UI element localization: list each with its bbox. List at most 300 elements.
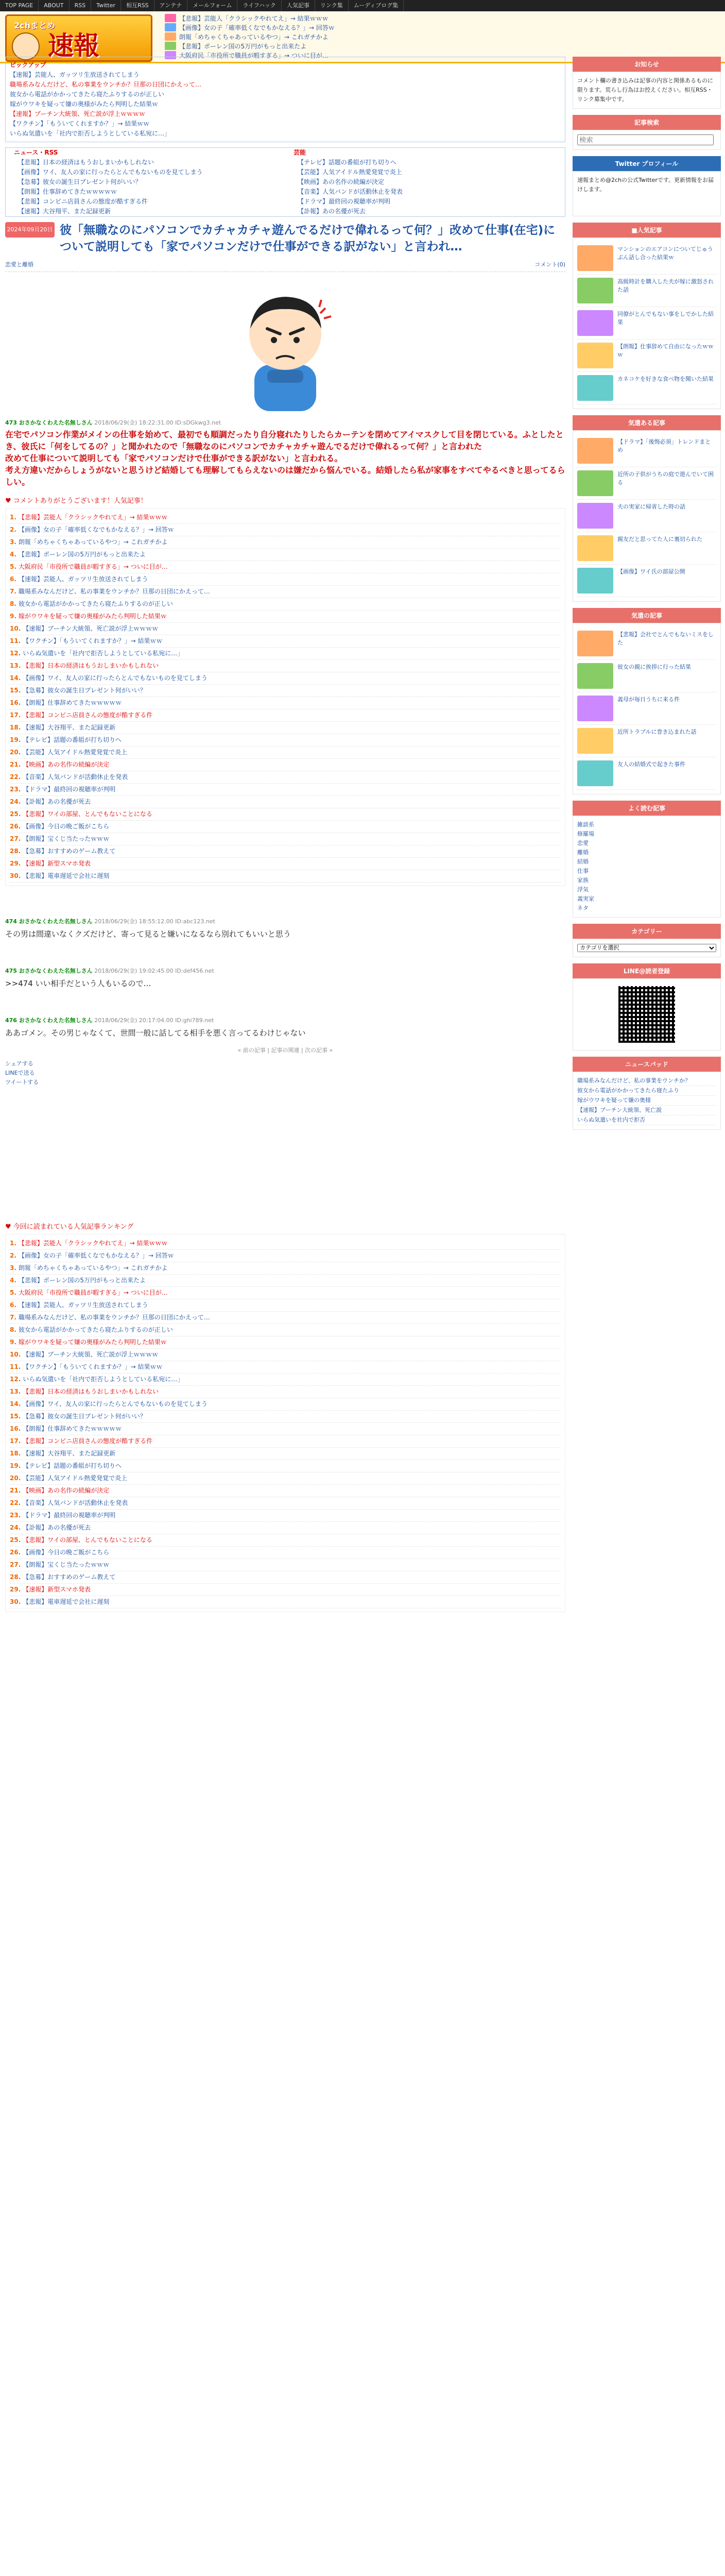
pickup-item[interactable]: いらぬ気遣いを「社内で拒否しようとしている私宛に…」 [10, 130, 171, 137]
side-news-item[interactable] [577, 242, 716, 275]
news-left-item[interactable]: 【朗報】仕事辞めてきたｗｗｗｗｗ [18, 188, 117, 195]
header-link-thumb [165, 14, 176, 22]
related-link[interactable]: 【急募】彼女の誕生日プレゼント何がいい？ [23, 1413, 146, 1420]
header-link-row[interactable] [165, 32, 721, 41]
related-number: 1. [10, 514, 16, 521]
related-item[interactable] [10, 623, 561, 635]
side-news-thumb [577, 728, 613, 754]
related-link[interactable]: 【悲報】電車遅延で会社に遅刻 [23, 872, 110, 879]
nav-item[interactable]: ムーディブログ集 [349, 0, 404, 11]
news-left-item[interactable]: 【急募】彼女の誕生日プレゼント何がいい？ [18, 178, 142, 185]
nav-item[interactable]: メールフォーム [187, 0, 237, 11]
side-news-item[interactable] [577, 500, 716, 532]
qr-code[interactable] [618, 986, 675, 1043]
pickup-item[interactable]: 【速報】ブーチン大統領、死亡説が浮上ｗｗｗｗ [10, 110, 146, 117]
related-link[interactable]: 【悲報】ポーレン国の5万円がもっと出来たよ [18, 1277, 146, 1284]
related-item[interactable] [10, 759, 561, 771]
related-item[interactable] [10, 598, 561, 611]
side-news-item[interactable] [577, 532, 716, 565]
related-link[interactable]: 【画像】ワイ、友人の家に行ったらとんでもないものを見てしまう [23, 1400, 208, 1408]
related-item[interactable] [10, 1559, 561, 1571]
share-links [5, 1059, 565, 1087]
search-box: 記事検索 検索 [573, 115, 721, 150]
feed-item[interactable]: 彼女から電話がかかってきたら寝たふり [577, 1086, 716, 1096]
nav-item[interactable]: アンテナ [154, 0, 188, 11]
share-link[interactable]: シェアする [5, 1060, 33, 1067]
side-news-title[interactable]: 同僚がとんでもない事をしでかした結果 [617, 311, 714, 326]
news-right-item[interactable]: 【音楽】人気バンドが活動休止を発表 [298, 188, 403, 195]
res-header-473: 473 おさかなくわえた名無しさん 2018/06/29(金) 18:22:31.00 ID:sDGkwg3.net [5, 419, 221, 426]
article-category[interactable]: 恋愛と離婚 [5, 261, 33, 268]
related-number: 18. [10, 724, 21, 731]
related-item[interactable] [10, 685, 561, 697]
related-item[interactable] [10, 1324, 561, 1336]
header-links [165, 13, 721, 60]
related-link[interactable]: 【悲報】ワイの部屋、とんでもないことになる [23, 810, 152, 818]
related-item[interactable] [10, 1423, 561, 1435]
related-link[interactable]: 朗報「めちゃくちゃあっているやつ」→ これガチかよ [18, 1264, 168, 1272]
related-link[interactable]: 【悲報】電車遅延で会社に遅刻 [23, 1598, 110, 1605]
related-number: 26. [10, 1549, 21, 1556]
related-number: 20. [10, 1475, 21, 1482]
related-link[interactable]: 【速報】大谷翔平、また記録更新 [23, 1450, 116, 1457]
article-title-block [5, 222, 565, 255]
nav-item[interactable]: 人気記事 [282, 0, 315, 11]
related-item[interactable] [10, 845, 561, 858]
related-number: 28. [10, 1573, 21, 1581]
related-number: 16. [10, 699, 21, 706]
news-right-item[interactable]: 【芸能】人気アイドル熱愛発覚で炎上 [298, 168, 402, 176]
illustration-angry-man [218, 277, 352, 411]
side-news-item[interactable] [577, 692, 716, 725]
related-number: 21. [10, 1487, 21, 1494]
article-meta [5, 260, 565, 272]
side-news-item[interactable] [577, 307, 716, 340]
side-news-title[interactable]: マンションのエアコンについてじゅうぶん話し合った結果ｗ [617, 246, 713, 261]
related-item[interactable] [10, 1374, 561, 1386]
news-right-item[interactable]: 【ドラマ】最終回の視聴率が判明 [298, 198, 391, 205]
related-link[interactable]: 【画像】今日の晩ご飯がこちら [23, 823, 110, 830]
related-item[interactable] [10, 1411, 561, 1423]
related-link[interactable]: 【画像】女の子「確率低くなでもかなえる？」→ 回答ｗ [18, 1252, 174, 1259]
related-number: 10. [10, 625, 21, 632]
related-number: 7. [10, 1314, 16, 1321]
related-item[interactable] [10, 833, 561, 845]
side-news-title[interactable]: 近所トラブルに巻き込まれた話 [617, 728, 697, 735]
related-link[interactable]: 【映画】あの名作の続編が決定 [23, 761, 110, 768]
header-link[interactable]: 【悲報】ポーレン国の5万円がもっと出来たよ [179, 42, 307, 50]
category-link[interactable]: 離婚 [577, 849, 589, 856]
side-news-item[interactable] [577, 660, 716, 692]
recent-box: 気遣の記事 【悲報】会社でとんでもないミスをした 彼女の親に挨拶に行った結果 義母が毎日うちに来る件 近所トラブルに巻き込まれた話 友人の結婚式で起きた事件 [573, 608, 721, 794]
related-item[interactable] [10, 1287, 561, 1299]
ranking-list [5, 1234, 565, 1612]
related-link[interactable]: 【速報】大谷翔平、また記録更新 [23, 724, 116, 731]
related-link[interactable]: 【急募】彼女の誕生日プレゼント何がいい？ [23, 687, 146, 694]
related-number: 11. [10, 637, 21, 645]
related-number: 24. [10, 798, 21, 805]
related-item[interactable] [10, 648, 561, 660]
related-link[interactable]: 大阪府民「市役所で職員が暇すぎる」→ ついに目が… [18, 563, 168, 570]
category-link[interactable]: 結婚 [577, 858, 589, 865]
related-item[interactable] [10, 858, 561, 870]
nav-item[interactable]: TOP PAGE [0, 0, 39, 11]
related-link[interactable]: 【芸能】人気アイドル熱愛発覚で炎上 [23, 1475, 128, 1482]
footer-label: ♥ 今回に読まれている人気記事ランキング [5, 1223, 134, 1231]
side-news-item[interactable] [577, 340, 716, 372]
related-item[interactable] [10, 1275, 561, 1287]
related-item[interactable] [10, 1534, 561, 1547]
header-link[interactable]: 大阪府民「市役所で職員が暇すぎる」→ ついに目が… [179, 52, 329, 59]
related-number: 22. [10, 773, 21, 781]
related-number: 12. [10, 650, 21, 657]
related-item[interactable] [10, 1485, 561, 1497]
related-link[interactable]: 職場系みなんだけど、私の事業をウンチか？旦那の日団にかえって… [18, 1314, 210, 1321]
related-item[interactable] [10, 573, 561, 586]
related-item[interactable] [10, 586, 561, 598]
category-link[interactable]: 義実家 [577, 895, 594, 902]
related-link[interactable]: 【速報】芸能人、ガッツリ生放送されてしまう [18, 575, 148, 583]
related-link[interactable]: 【急募】おすすめのゲーム教えて [23, 848, 116, 855]
related-item[interactable] [10, 1547, 561, 1559]
related-item[interactable] [10, 1312, 561, 1324]
related-link[interactable]: 【悲報】日本の経済はもうおしまいかもしれない [23, 662, 159, 669]
related-number: 7. [10, 588, 16, 595]
related-number: 27. [10, 835, 21, 842]
related-number: 9. [10, 1338, 16, 1346]
pickup-item[interactable]: 嫁がウワキを疑って嫌の奥様がみたら判明した結果ｗ [10, 100, 159, 108]
related-number: 8. [10, 600, 16, 607]
related-link[interactable]: 【悲報】ポーレン国の5万円がもっと出来たよ [18, 551, 146, 558]
related-link[interactable]: 彼女から電話がかかってきたら寝たふりするのが正しい [18, 1326, 173, 1333]
header-link-row[interactable] [165, 41, 721, 50]
side-news-title[interactable]: 高級時計を購入した夫が嫁に激怒された話 [617, 278, 714, 293]
related-number: 27. [10, 1561, 21, 1568]
top-nav [0, 0, 725, 11]
related-link[interactable]: いらぬ気遣いを「社内で拒否しようとしている私宛に…」 [23, 650, 184, 657]
related-item[interactable] [10, 808, 561, 821]
comment-label: ♥ コメントありがとうございます！人気記事！ [5, 497, 147, 505]
pickup-item[interactable]: 彼女から電話がかかってきたら寝たふりするのが正しい [10, 91, 165, 98]
related-item[interactable] [10, 870, 561, 883]
related-link[interactable]: 【ワクチン】「もういてくれますか？」→ 結果ｗｗ [23, 1363, 163, 1370]
feed-item[interactable]: いらぬ気遣いを社内で拒否 [577, 1115, 716, 1125]
related-item[interactable] [10, 1398, 561, 1411]
related-item[interactable] [10, 524, 561, 536]
related-number: 22. [10, 1499, 21, 1506]
article-comments[interactable]: コメント(0) [534, 261, 565, 268]
side-news-item[interactable] [577, 372, 716, 404]
category-box: カテゴリー カテゴリを選択 [573, 924, 721, 957]
related-item[interactable] [10, 821, 561, 833]
nav-item[interactable]: リンク集 [315, 0, 349, 11]
related-number: 17. [10, 1437, 21, 1445]
news-box [5, 147, 565, 217]
related-number: 17. [10, 711, 21, 719]
related-item[interactable] [10, 1262, 561, 1275]
related-link[interactable]: 【悲報】ワイの部屋、とんでもないことになる [23, 1536, 152, 1544]
related-item[interactable] [10, 1238, 561, 1250]
related-item[interactable] [10, 722, 561, 734]
logo-main: 速報 [48, 30, 99, 61]
category-link[interactable]: 家族 [577, 877, 589, 884]
related-number: 29. [10, 860, 21, 867]
search-input[interactable] [577, 134, 714, 145]
related-link[interactable]: いらぬ気遣いを「社内で拒否しようとしている私宛に…」 [23, 1376, 184, 1383]
feed-item[interactable]: 嫁がウワキを疑って嫌の奥様 [577, 1096, 716, 1106]
related-number: 24. [10, 1524, 21, 1531]
side-news-thumb [577, 343, 613, 368]
header-link-row[interactable] [165, 23, 721, 32]
related-link[interactable]: 【悲報】コンビニ店員さんの態度が酷すぎる件 [23, 1437, 153, 1445]
related-number: 2. [10, 1252, 16, 1259]
related-item[interactable] [10, 1584, 561, 1596]
main-column [5, 57, 565, 1612]
related-item[interactable] [10, 549, 561, 561]
header-link-row[interactable] [165, 13, 721, 23]
side-news-title[interactable]: 【画像】ワイ氏の部屋公開 [617, 568, 685, 575]
side-news-title[interactable]: 近所の子供がうちの庭で遊んでいて困る [617, 471, 714, 486]
related-link[interactable]: 【ワクチン】「もういてくれますか？」→ 結果ｗｗ [23, 637, 163, 645]
related-number: 28. [10, 848, 21, 855]
related-number: 12. [10, 1376, 21, 1383]
related-link[interactable]: 【速報】新型スマホ発表 [23, 860, 91, 867]
related-item[interactable] [10, 1336, 561, 1349]
news-left-item[interactable]: 【速報】大谷翔平、また記録更新 [18, 208, 111, 215]
nav-item[interactable]: 相互RSS [121, 0, 154, 11]
related-item[interactable] [10, 611, 561, 623]
side-news-item[interactable] [577, 275, 716, 307]
related-number: 3. [10, 538, 16, 546]
related-number: 1. [10, 1240, 16, 1247]
related-item[interactable] [10, 561, 561, 573]
related-link[interactable]: 【芸能】人気アイドル熱愛発覚で炎上 [23, 749, 128, 756]
related-link[interactable]: 【速報】新型スマホ発表 [23, 1586, 91, 1593]
news-right-item[interactable]: 【テレビ】話題の番組が打ち切りへ [298, 159, 396, 166]
related-item[interactable] [10, 536, 561, 549]
side-news-title[interactable]: 友人の結婚式で起きた事件 [617, 761, 685, 768]
related-link[interactable]: 【速報】芸能人、ガッツリ生放送されてしまう [18, 1301, 148, 1309]
related-link[interactable]: 【映画】あの名作の続編が決定 [23, 1487, 110, 1494]
related-number: 14. [10, 1400, 21, 1408]
site-logo[interactable] [5, 14, 152, 62]
side-news-title[interactable]: 【悲報】会社でとんでもないミスをした [617, 631, 714, 646]
related-item[interactable] [10, 1448, 561, 1460]
related-link[interactable]: 【悲報】芸能人「クラシックやれてえ」→ 結果ｗｗｗ [18, 1240, 168, 1247]
related-number: 15. [10, 1413, 21, 1420]
related-item[interactable] [10, 1522, 561, 1534]
related-number: 15. [10, 687, 21, 694]
side-news-item[interactable] [577, 467, 716, 500]
nav-item[interactable]: ABOUT [39, 0, 69, 11]
related-link[interactable]: 【速報】ブーチン大統領、死亡説が浮上ｗｗｗｗ [23, 625, 159, 632]
pickup-item[interactable]: 職場系みなんだけど、私の事業をウンチか？旦那の日団にかえって… [10, 81, 202, 88]
share-link[interactable]: LINEで送る [5, 1070, 35, 1076]
related-item[interactable] [10, 1571, 561, 1584]
news-left-item[interactable]: 【悲報】コンビニ店員さんの態度が酷すぎる件 [18, 198, 148, 205]
related-link[interactable]: 【画像】今日の晩ご飯がこちら [23, 1549, 110, 1556]
related-link[interactable]: 【急募】おすすめのゲーム教えて [23, 1573, 116, 1581]
related-item[interactable] [10, 697, 561, 709]
news-right-heading: 芸能 [294, 149, 306, 156]
side-news-title[interactable]: 【ドラマ】「後悔必須」トレンドまとめ [617, 438, 711, 453]
related-number: 5. [10, 1289, 16, 1296]
related-number: 25. [10, 810, 21, 818]
related-item[interactable] [10, 1299, 561, 1312]
related-link[interactable]: 朗報「めちゃくちゃあっているやつ」→ これガチかよ [18, 538, 168, 546]
related-number: 6. [10, 1301, 16, 1309]
related-item[interactable] [10, 709, 561, 722]
related-item[interactable] [10, 1361, 561, 1374]
category-link[interactable]: 仕事 [577, 868, 589, 874]
logo-sub: 2chまとめ [14, 21, 56, 30]
side-news-title[interactable]: 義母が毎日うちに来る件 [617, 696, 680, 703]
related-number: 5. [10, 563, 16, 570]
side-news-thumb [577, 696, 613, 721]
category-link[interactable]: ネタ [577, 905, 589, 911]
related-number: 25. [10, 1536, 21, 1544]
related-link[interactable]: 大阪府民「市役所で職員が暇すぎる」→ ついに目が… [18, 1289, 168, 1296]
res-body-474: その男は間違いなくクズだけど、寄って見ると嫌いになるなら別れてもいいと思う [5, 929, 291, 939]
related-link[interactable]: 【テレビ】話題の番組が打ち切りへ [23, 736, 122, 743]
twitter-box: Twitter プロフィール 速報まとめ@2chの公式Twitterです。更新情報をお届けします。 [573, 156, 721, 216]
recommend-box: 気遣ある記事 【ドラマ】「後悔必須」トレンドまとめ 近所の子供がうちの庭で遊んでいて困る 夫の実家に帰省した時の話 親友だと思ってた人に裏切られた 【画像】ワイ氏の部屋公開 [573, 415, 721, 602]
related-item[interactable] [10, 1250, 561, 1262]
sidebar [573, 57, 721, 1136]
pickup-item[interactable]: 【ワクチン】「もういてくれますか？」→ 結果ｗｗ [10, 120, 150, 127]
related-item[interactable] [10, 635, 561, 648]
header-link[interactable]: 朗報「めちゃくちゃあっているやつ」→ これガチかよ [179, 33, 329, 41]
side-news-thumb [577, 310, 613, 336]
related-link[interactable]: 【テレビ】話題の番組が打ち切りへ [23, 1462, 122, 1469]
related-link[interactable]: 【訃報】あの名優が死去 [23, 798, 91, 805]
related-item[interactable] [10, 1497, 561, 1510]
side-news-item[interactable] [577, 725, 716, 757]
related-item[interactable] [10, 734, 561, 747]
related-link[interactable]: 【音楽】人気バンドが活動休止を発表 [23, 773, 128, 781]
side-news-item[interactable] [577, 435, 716, 467]
related-link[interactable]: 【ドラマ】最終回の視聴率が判明 [23, 786, 116, 793]
related-link[interactable]: 嫁がウワキを疑って嫌の奥様がみたら判明した結果ｗ [18, 613, 167, 620]
side-news-item[interactable] [577, 757, 716, 790]
side-news-thumb [577, 568, 613, 594]
related-link[interactable]: 【朗報】仕事辞めてきたｗｗｗｗｗ [23, 699, 122, 706]
related-number: 14. [10, 674, 21, 682]
related-item[interactable] [10, 784, 561, 796]
related-item[interactable] [10, 1510, 561, 1522]
pickup-item[interactable]: 【速報】芸能人、ガッツリ生放送されてしまう [10, 71, 140, 78]
related-item[interactable] [10, 660, 561, 672]
side-news-thumb [577, 470, 613, 496]
header-link[interactable]: 【悲報】芸能人「クラシックやれてえ」→ 結果ｗｗｗ [179, 14, 329, 22]
related-link[interactable]: 【訃報】あの名優が死去 [23, 1524, 91, 1531]
related-link[interactable]: 【速報】ブーチン大統領、死亡説が浮上ｗｗｗｗ [23, 1351, 159, 1358]
related-number: 2. [10, 526, 16, 533]
side-news-thumb [577, 503, 613, 529]
header-link[interactable]: 【画像】女の子「確率低くなでもかなえる？」→ 回答ｗ [179, 24, 335, 31]
related-number: 19. [10, 1462, 21, 1469]
side-news-thumb [577, 663, 613, 689]
side-news-item[interactable] [577, 565, 716, 597]
news-right-item[interactable]: 【映画】あの名作の続編が決定 [298, 178, 385, 185]
category-select[interactable] [577, 944, 716, 952]
feed-item[interactable]: 職場系みなんだけど、私の事業をウンチか？ [577, 1076, 716, 1086]
side-news-title[interactable]: 夫の実家に帰省した時の話 [617, 503, 685, 510]
related-link[interactable]: 【音楽】人気バンドが活動休止を発表 [23, 1499, 128, 1506]
related-item[interactable] [10, 1349, 561, 1361]
related-number: 23. [10, 1512, 21, 1519]
nav-item[interactable]: ライフハック [237, 0, 281, 11]
related-item[interactable] [10, 1460, 561, 1472]
related-number: 20. [10, 749, 21, 756]
side-news-title[interactable]: 【朗報】仕事辞めて自由になったｗｗｗ [617, 343, 714, 358]
related-item[interactable] [10, 1472, 561, 1485]
side-news-title[interactable]: カネコケを好きな食べ物を聞いた結果 [617, 376, 714, 382]
related-link[interactable]: 【画像】ワイ、友人の家に行ったらとんでもないものを見てしまう [23, 674, 208, 682]
category-link[interactable]: 恋愛 [577, 840, 589, 846]
article-title[interactable]: 彼「無職なのにパソコンでカチャカチャ遊んでるだけで偉れるって何？」改めて仕事(在宅)について説明しても「家でパソコンだけで仕事ができる訳がない」と言われ… [60, 224, 556, 253]
related-item[interactable] [10, 1596, 561, 1608]
related-link[interactable]: 【画像】女の子「確率低くなでもかなえる？」→ 回答ｗ [18, 526, 174, 533]
related-number: 19. [10, 736, 21, 743]
related-item[interactable] [10, 512, 561, 524]
feed-item[interactable]: 【速報】ブーチン大統領、死亡説 [577, 1106, 716, 1115]
related-link[interactable]: 【朗報】仕事辞めてきたｗｗｗｗｗ [23, 1425, 122, 1432]
related-number: 4. [10, 551, 16, 558]
side-news-title[interactable]: 彼女の親に挨拶に行った結果 [617, 664, 691, 670]
related-number: 26. [10, 823, 21, 830]
side-news-item[interactable] [577, 628, 716, 660]
related-link[interactable]: 【悲報】芸能人「クラシックやれてえ」→ 結果ｗｗｗ [18, 514, 168, 521]
related-item[interactable] [10, 672, 561, 685]
nav-item[interactable]: Twitter [91, 0, 121, 11]
related-link[interactable]: 彼女から電話がかかってきたら寝たふりするのが正しい [18, 600, 173, 607]
related-link[interactable]: 【朗報】宝くじ当たったｗｗｗ [23, 1561, 110, 1568]
related-link[interactable]: 【悲報】コンビニ店員さんの態度が酷すぎる件 [23, 711, 153, 719]
cat-box: よく読む記事 雑談系 修羅場 恋愛 離婚 結婚 仕事 家族 浮気 義実家 ネタ [573, 801, 721, 918]
news-left-item[interactable]: 【悲報】日本の経済はもうおしまいかもしれない [18, 159, 154, 166]
res-header-475: 475 おさかなくわえた名無しさん 2018/06/29(金) 19:02:45.00 ID:def456.net [5, 968, 214, 974]
related-link[interactable]: 【悲報】日本の経済はもうおしまいかもしれない [23, 1388, 159, 1395]
related-number: 21. [10, 761, 21, 768]
related-number: 30. [10, 1598, 21, 1605]
news-right-item[interactable]: 【訃報】あの名優が死去 [298, 208, 366, 215]
related-link[interactable]: 【ドラマ】最終回の視聴率が判明 [23, 1512, 116, 1519]
header-link-thumb [165, 42, 176, 50]
related-link[interactable]: 嫁がウワキを疑って嫌の奥様がみたら判明した結果ｗ [18, 1338, 167, 1346]
pager[interactable]: « 前の記事 | 記事の関連 | 次の記事 » [237, 1047, 333, 1054]
related-item[interactable] [10, 1435, 561, 1448]
related-link[interactable]: 職場系みなんだけど、私の事業をウンチか？旦那の日団にかえって… [18, 588, 210, 595]
category-link[interactable]: 浮気 [577, 886, 589, 893]
related-item[interactable] [10, 796, 561, 808]
category-link[interactable]: 雑談系 [577, 821, 594, 828]
news-left-item[interactable]: 【画像】ワイ、友人の家に行ったらとんでもないものを見てしまう [18, 168, 203, 176]
related-number: 8. [10, 1326, 16, 1333]
related-item[interactable] [10, 747, 561, 759]
related-item[interactable] [10, 771, 561, 784]
related-number: 9. [10, 613, 16, 620]
nav-item[interactable]: RSS [70, 0, 92, 11]
site-header [0, 11, 725, 63]
related-link[interactable]: 【朗報】宝くじ当たったｗｗｗ [23, 835, 110, 842]
popular-box: ■人気記事 マンションのエアコンについてじゅうぶん話し合った結果ｗ 高級時計を購入した夫が嫁に激怒された話 同僚がとんでもない事をしでかした結果 【朗報】仕事辞めて自由になったｗｗｗ カネコケを好きな食べ物を聞いた結果 [573, 223, 721, 409]
share-link[interactable]: ツイートする [5, 1079, 39, 1086]
related-number: 4. [10, 1277, 16, 1284]
side-news-title[interactable]: 親友だと思ってた人に裏切られた [617, 536, 702, 543]
category-link[interactable]: 修羅場 [577, 831, 594, 837]
related-item[interactable] [10, 1386, 561, 1398]
